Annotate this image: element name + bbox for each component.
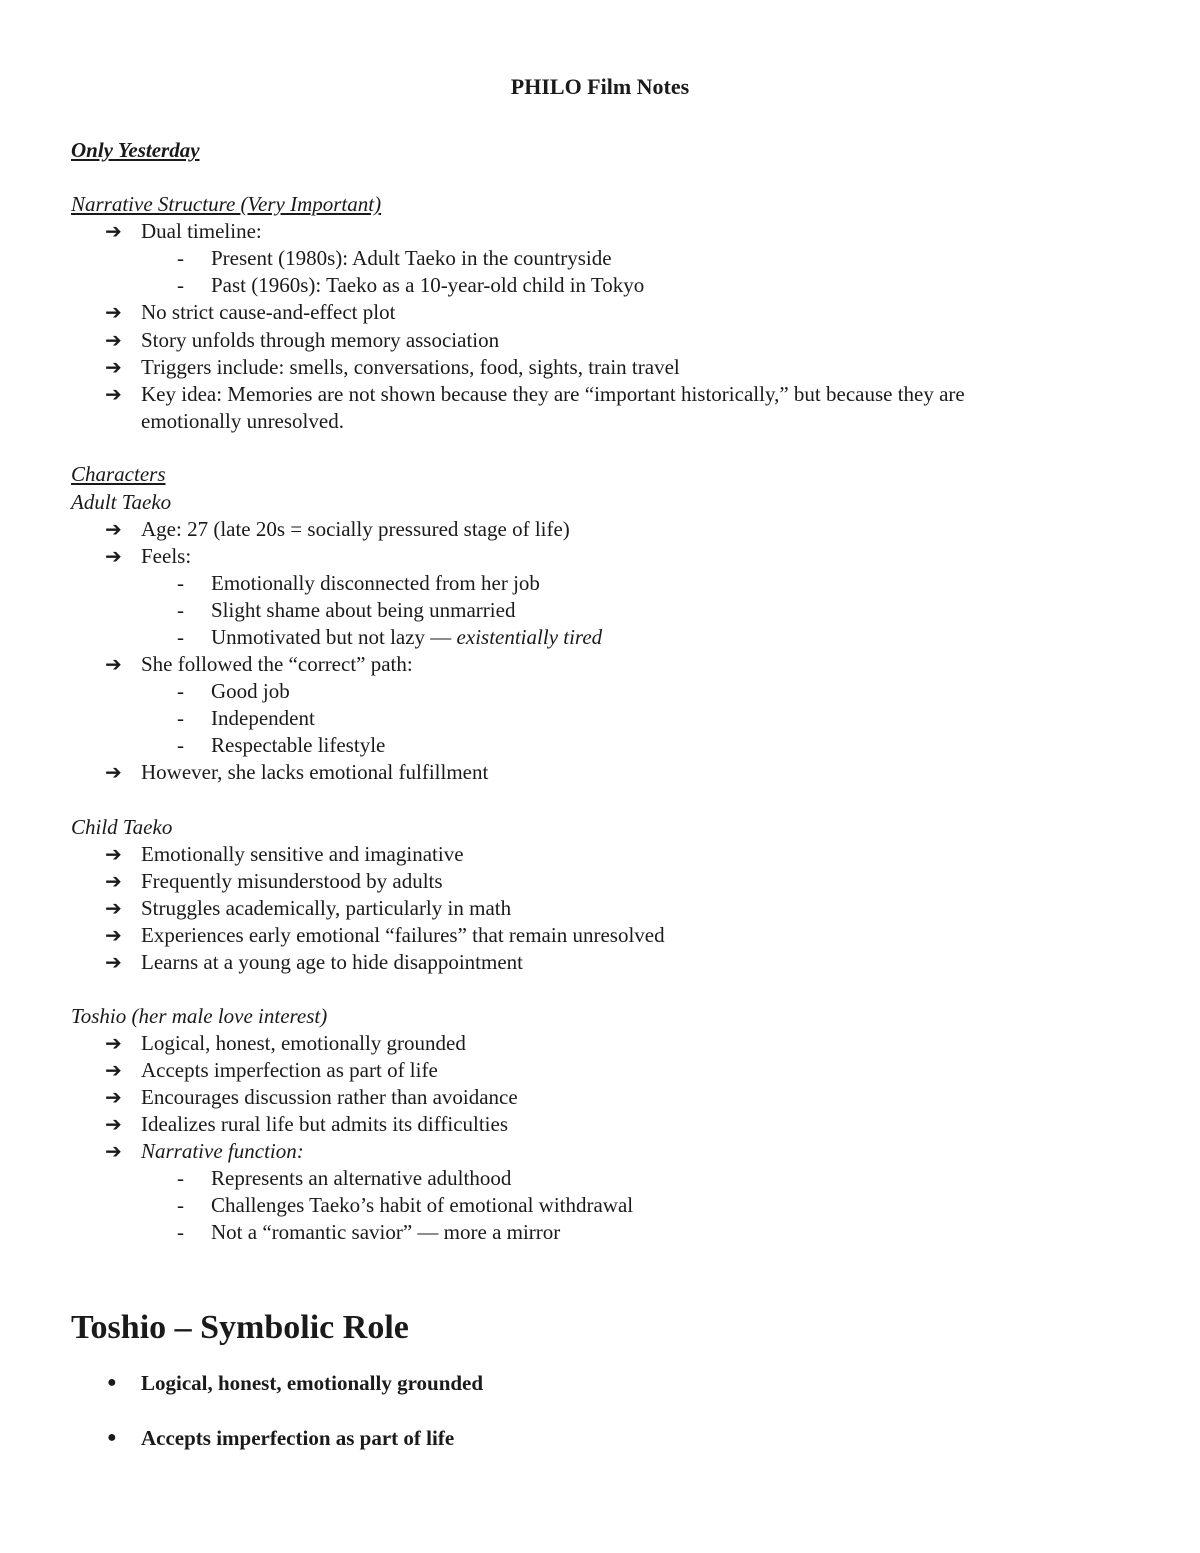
dash-marker: - xyxy=(177,679,184,703)
arrow-icon: ➔ xyxy=(105,1031,122,1055)
arrow-icon: ➔ xyxy=(105,300,122,324)
arrow-icon: ➔ xyxy=(105,760,122,784)
arrow-icon: ➔ xyxy=(105,869,122,893)
arrow-icon: ➔ xyxy=(105,382,122,406)
arrow-icon: ➔ xyxy=(105,517,122,541)
arrow-icon: ➔ xyxy=(105,896,122,920)
child-taeko-heading: Child Taeko xyxy=(71,815,173,839)
dash-marker: - xyxy=(177,733,184,757)
dash-marker: - xyxy=(177,625,184,649)
dash-marker: - xyxy=(177,1193,184,1217)
symbolic-role-heading: Toshio – Symbolic Role xyxy=(71,1309,409,1346)
page-title: PHILO Film Notes xyxy=(510,74,690,99)
arrow-icon: ➔ xyxy=(105,950,122,974)
dash-marker: - xyxy=(177,706,184,730)
dash-marker: - xyxy=(177,273,184,297)
dash-marker: - xyxy=(177,1220,184,1244)
arrow-icon: ➔ xyxy=(105,1058,122,1082)
arrow-icon: ➔ xyxy=(105,219,122,243)
dash-marker: - xyxy=(177,246,184,270)
list-item-continuation: emotionally unresolved. xyxy=(141,409,344,433)
arrow-icon: ➔ xyxy=(105,1139,122,1163)
narrative-heading: Narrative Structure (Very Important) xyxy=(71,192,382,216)
bullet-icon: ● xyxy=(107,1429,117,1446)
emphasis-text: existentially tired xyxy=(456,625,603,649)
dash-marker: - xyxy=(177,1166,184,1190)
arrow-icon: ➔ xyxy=(105,355,122,379)
arrow-icon: ➔ xyxy=(105,842,122,866)
arrow-icon: ➔ xyxy=(105,328,122,352)
arrow-icon: ➔ xyxy=(105,923,122,947)
adult-taeko-heading: Adult Taeko xyxy=(71,490,172,514)
arrow-icon: ➔ xyxy=(105,1112,122,1136)
arrow-icon: ➔ xyxy=(105,1085,122,1109)
toshio-heading: Toshio (her male love interest) xyxy=(71,1004,328,1028)
dash-marker: - xyxy=(177,598,184,622)
dash-marker: - xyxy=(177,571,184,595)
arrow-icon: ➔ xyxy=(105,544,122,568)
bullet-icon: ● xyxy=(107,1374,117,1391)
characters-heading: Characters xyxy=(71,462,166,486)
film-title: Only Yesterday xyxy=(71,138,200,162)
arrow-icon: ➔ xyxy=(105,652,122,676)
